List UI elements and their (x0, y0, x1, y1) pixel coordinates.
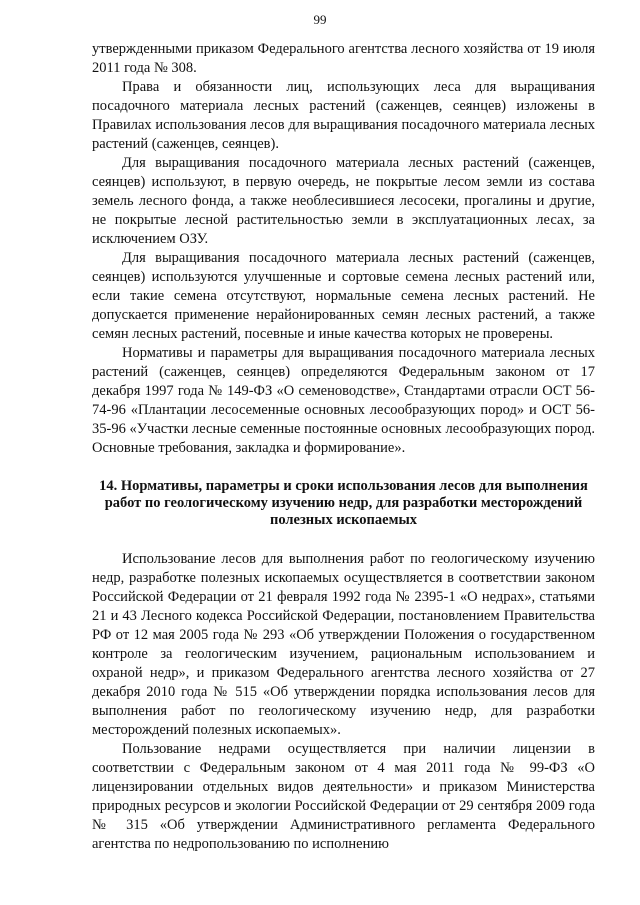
section-heading: 14. Нормативы, параметры и сроки использования лесов для выполнения работ по геологическому изучению недр, для разработки месторождений полезных ископаемых (99, 478, 588, 528)
paragraph: Нормативы и параметры для выращивания посадочного материала лесных растений (саженцев, сеянцев) определяются Федеральным законом от 17 декабря 1997 года № 149-ФЗ «О семеноводстве», Стандартами отрасли ОСТ 56-74-96 «Плантации лесосеменные основных лесообразующих пород» и ОСТ 56-35-96 «Участки лесные семенные постоянные основных лесообразующих пород. Основные требования, закладка и формирование». (92, 345, 595, 456)
paragraph: Использование лесов для выполнения работ по геологическому изучению недр, разработке полезных ископаемых осуществляется в соответствии законом Российской Федерации от 21 февраля 1992 года № 2395-1 «О недрах», статьями 21 и 43 Лесного кодекса Российской Федерации, постановлением Правительства РФ от 12 мая 2005 года № 293 «Об утверждении Положения о государственном контроле за геологическим изучением, рациональным использованием и охраной недр», и приказом Федерального агентства лесного хозяйства от 27 декабря 2010 года № 515 «Об утверждении порядка использования лесов для выполнения работ по геологическому изучению недр, для разработки месторождений полезных ископаемых». (92, 551, 595, 738)
paragraph: Для выращивания посадочного материала лесных растений (саженцев, сеянцев) используются улучшенные и сортовые семена лесных растений или, если такие семена отсутствуют, нормальные семена лесных растений. Не допускается применение нерайонированных семян лесных растений, а также семян лесных растений, посевные и иные качества которых не проверены. (92, 250, 595, 342)
document-body (92, 40, 595, 854)
page-number: 99 (313, 12, 327, 27)
paragraph: Права и обязанности лиц, использующих леса для выращивания посадочного материала лесных растений (саженцев, сеянцев) изложены в Правилах использования лесов для выращивания посадочного материала лесных растений (саженцев, сеянцев). (92, 79, 595, 152)
paragraph: утвержденными приказом Федерального агентства лесного хозяйства от 19 июля 2011 года № 308. (92, 41, 595, 76)
paragraph: Для выращивания посадочного материала лесных растений (саженцев, сеянцев) используют, в первую очередь, не покрытые лесом земли из состава земель лесного фонда, а также необлесившиеся лесосеки, прогалины и другие, не покрытые лесной растительностью земли в эксплуатационных лесах, за исключением ОЗУ. (92, 155, 595, 247)
paragraph: Пользование недрами осуществляется при наличии лицензии в соответствии с Федеральным законом от 4 мая 2011 года № 99-ФЗ «О лицензировании отдельных видов деятельности» и приказом Министерства природных ресурсов и экологии Российской Федерации от 29 сентября 2009 года № 315 «Об утверждении Административного регламента Федерального агентства по недропользованию по исполнению (92, 741, 595, 852)
